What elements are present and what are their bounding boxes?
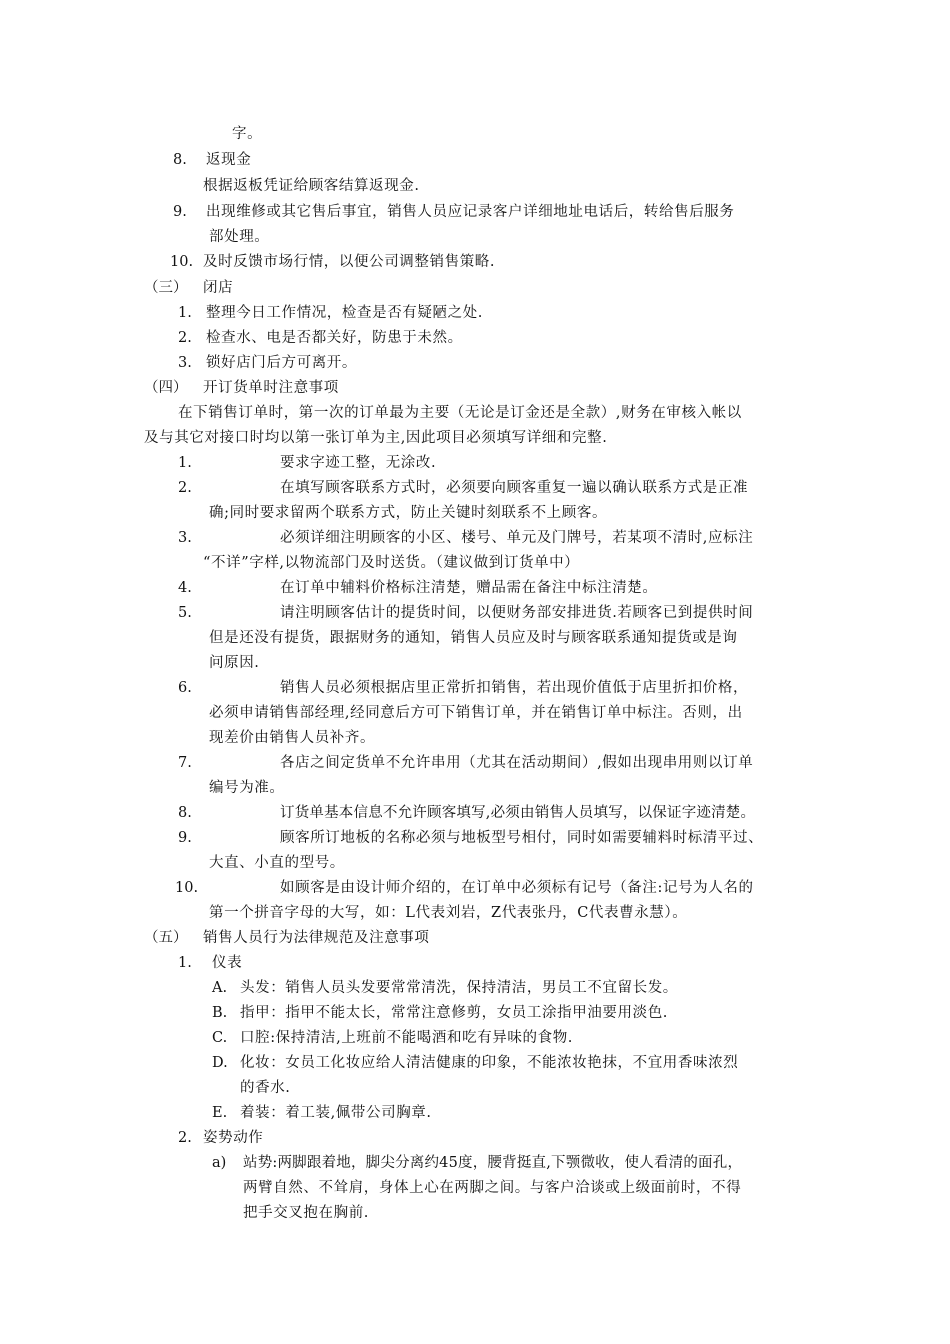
section-heading: 开订货单时注意事项 [203, 380, 339, 396]
text-line: 把手交叉抱在胸前. [243, 1205, 370, 1221]
list-item-text: 口腔:保持清洁,上班前不能喝酒和吃有异味的食物. [240, 1030, 574, 1046]
list-item-text: 如顾客是由设计师介绍的，在订单中必须标有记号（备注:记号为人名的 [280, 880, 754, 896]
list-item-text: 必须详细注明顾客的小区、楼号、单元及门牌号，若某项不清时,应标注 [280, 530, 754, 546]
list-item-text: 整理今日工作情况，检查是否有疑陋之处. [206, 305, 484, 321]
list-heading: 返现金 [206, 152, 252, 168]
list-letter: a) [212, 1155, 227, 1171]
list-number: 5. [178, 605, 192, 621]
text-line: 必须申请销售部经理,经同意后方可下销售订单，并在销售订单中标注。否则，出 [209, 705, 743, 721]
list-item-text: 在填写顾客联系方式时，必须要向顾客重复一遍以确认联系方式是正准 [280, 480, 749, 496]
paragraph-line: 在下销售订单时，第一次的订单最为主要（无论是订金还是全款）,财务在审核入帐以 [178, 405, 742, 421]
section-number: （五） [144, 930, 188, 946]
list-letter: A. [212, 980, 228, 996]
list-number: 7. [178, 755, 192, 771]
list-item-text: 化妆：女员工化妆应给人清洁健康的印象，不能浓妆艳抹，不宜用香味浓烈 [240, 1055, 739, 1071]
list-number: 6. [178, 680, 192, 696]
list-item-text: 各店之间定货单不允许串用（尤其在活动期间）,假如出现串用则以订单 [280, 755, 754, 771]
list-number: 4. [178, 580, 192, 596]
list-heading: 姿势动作 [203, 1130, 264, 1146]
list-letter: B. [212, 1005, 228, 1021]
paragraph-line: 及与其它对接口时均以第一张订单为主,因此项目必须填写详细和完整. [144, 430, 608, 446]
list-item-text: 指甲：指甲不能太长，常常注意修剪，女员工涂指甲油要用淡色. [240, 1005, 669, 1021]
list-item-text: 请注明顾客估计的提货时间，以便财务部安排进货.若顾客已到提供时间 [280, 605, 754, 621]
text-line: 现差价由销售人员补齐。 [209, 730, 376, 746]
list-number: 10. [170, 254, 194, 270]
text-line: 的香水. [240, 1080, 291, 1096]
list-number: 2. [178, 330, 192, 346]
section-heading: 闭店 [203, 280, 234, 296]
list-item-text: 锁好店门后方可离开。 [206, 355, 357, 371]
list-number: 1. [178, 955, 192, 971]
list-item-text: 站势:两脚跟着地，脚尖分离约45度，腰背挺直,下颚微收，使人看清的面孔， [243, 1155, 743, 1171]
list-number: 3. [178, 530, 192, 546]
text-line: 字。 [232, 126, 263, 142]
list-number: 9. [173, 204, 187, 220]
list-number: 2. [178, 480, 192, 496]
list-number: 2. [178, 1130, 192, 1146]
text-line: 但是还没有提货，跟据财务的通知，销售人员应及时与顾客联系通知提货或是询 [209, 630, 738, 646]
text-line: 第一个拼音字母的大写，如：L代表刘岩，Z代表张丹，C代表曹永慧）。 [209, 905, 688, 921]
text-line: “不详”字样,以物流部门及时送货。（建议做到订货单中） [203, 555, 580, 571]
list-number: 8. [173, 152, 187, 168]
list-heading: 仪表 [212, 955, 243, 971]
list-item-text: 及时反馈市场行情，以便公司调整销售策略. [203, 254, 496, 270]
text-line: 问原因. [209, 655, 260, 671]
list-item-text: 出现维修或其它售后事宜，销售人员应记录客户详细地址电话后，转给售后服务 [206, 204, 735, 220]
list-number: 8. [178, 805, 192, 821]
list-item-text: 检查水、电是否都关好，防患于未然。 [206, 330, 463, 346]
list-letter: E. [212, 1105, 228, 1121]
text-line: 部处理。 [209, 229, 270, 245]
list-number: 10. [175, 880, 199, 896]
text-line: 两臂自然、不耸肩，身体上心在两脚之间。与客户洽谈或上级面前时，不得 [243, 1180, 742, 1196]
list-letter: C. [212, 1030, 228, 1046]
list-item-text: 在订单中辅料价格标注清楚，赠品需在备注中标注清楚。 [280, 580, 658, 596]
list-item-text: 着装：着工装,佩带公司胸章. [240, 1105, 432, 1121]
list-item-text: 要求字迹工整，无涂改. [280, 455, 437, 471]
text-line: 大直、小直的型号。 [209, 855, 345, 871]
section-number: （三） [144, 280, 188, 296]
list-number: 3. [178, 355, 192, 371]
list-letter: D. [212, 1055, 228, 1071]
list-item-text: 头发：销售人员头发要常常清洗，保持清洁，男员工不宜留长发。 [240, 980, 678, 996]
list-number: 9. [178, 830, 192, 846]
list-item-text: 销售人员必须根据店里正常折扣销售，若出现价值低于店里折扣价格， [280, 680, 749, 696]
section-heading: 销售人员行为法律规范及注意事项 [203, 930, 430, 946]
list-number: 1. [178, 455, 192, 471]
text-line: 编号为准。 [209, 780, 285, 796]
list-number: 1. [178, 305, 192, 321]
list-item-text: 订货单基本信息不允许顾客填写,必须由销售人员填写，以保证字迹清楚。 [280, 805, 756, 821]
text-line: 根据返板凭证给顾客结算返现金. [203, 178, 420, 194]
section-number: （四） [144, 380, 188, 396]
text-line: 确;同时要求留两个联系方式，防止关键时刻联系不上顾客。 [209, 505, 608, 521]
list-item-text: 顾客所订地板的名称必须与地板型号相付，同时如需要辅料时标清平过、 [280, 830, 764, 846]
